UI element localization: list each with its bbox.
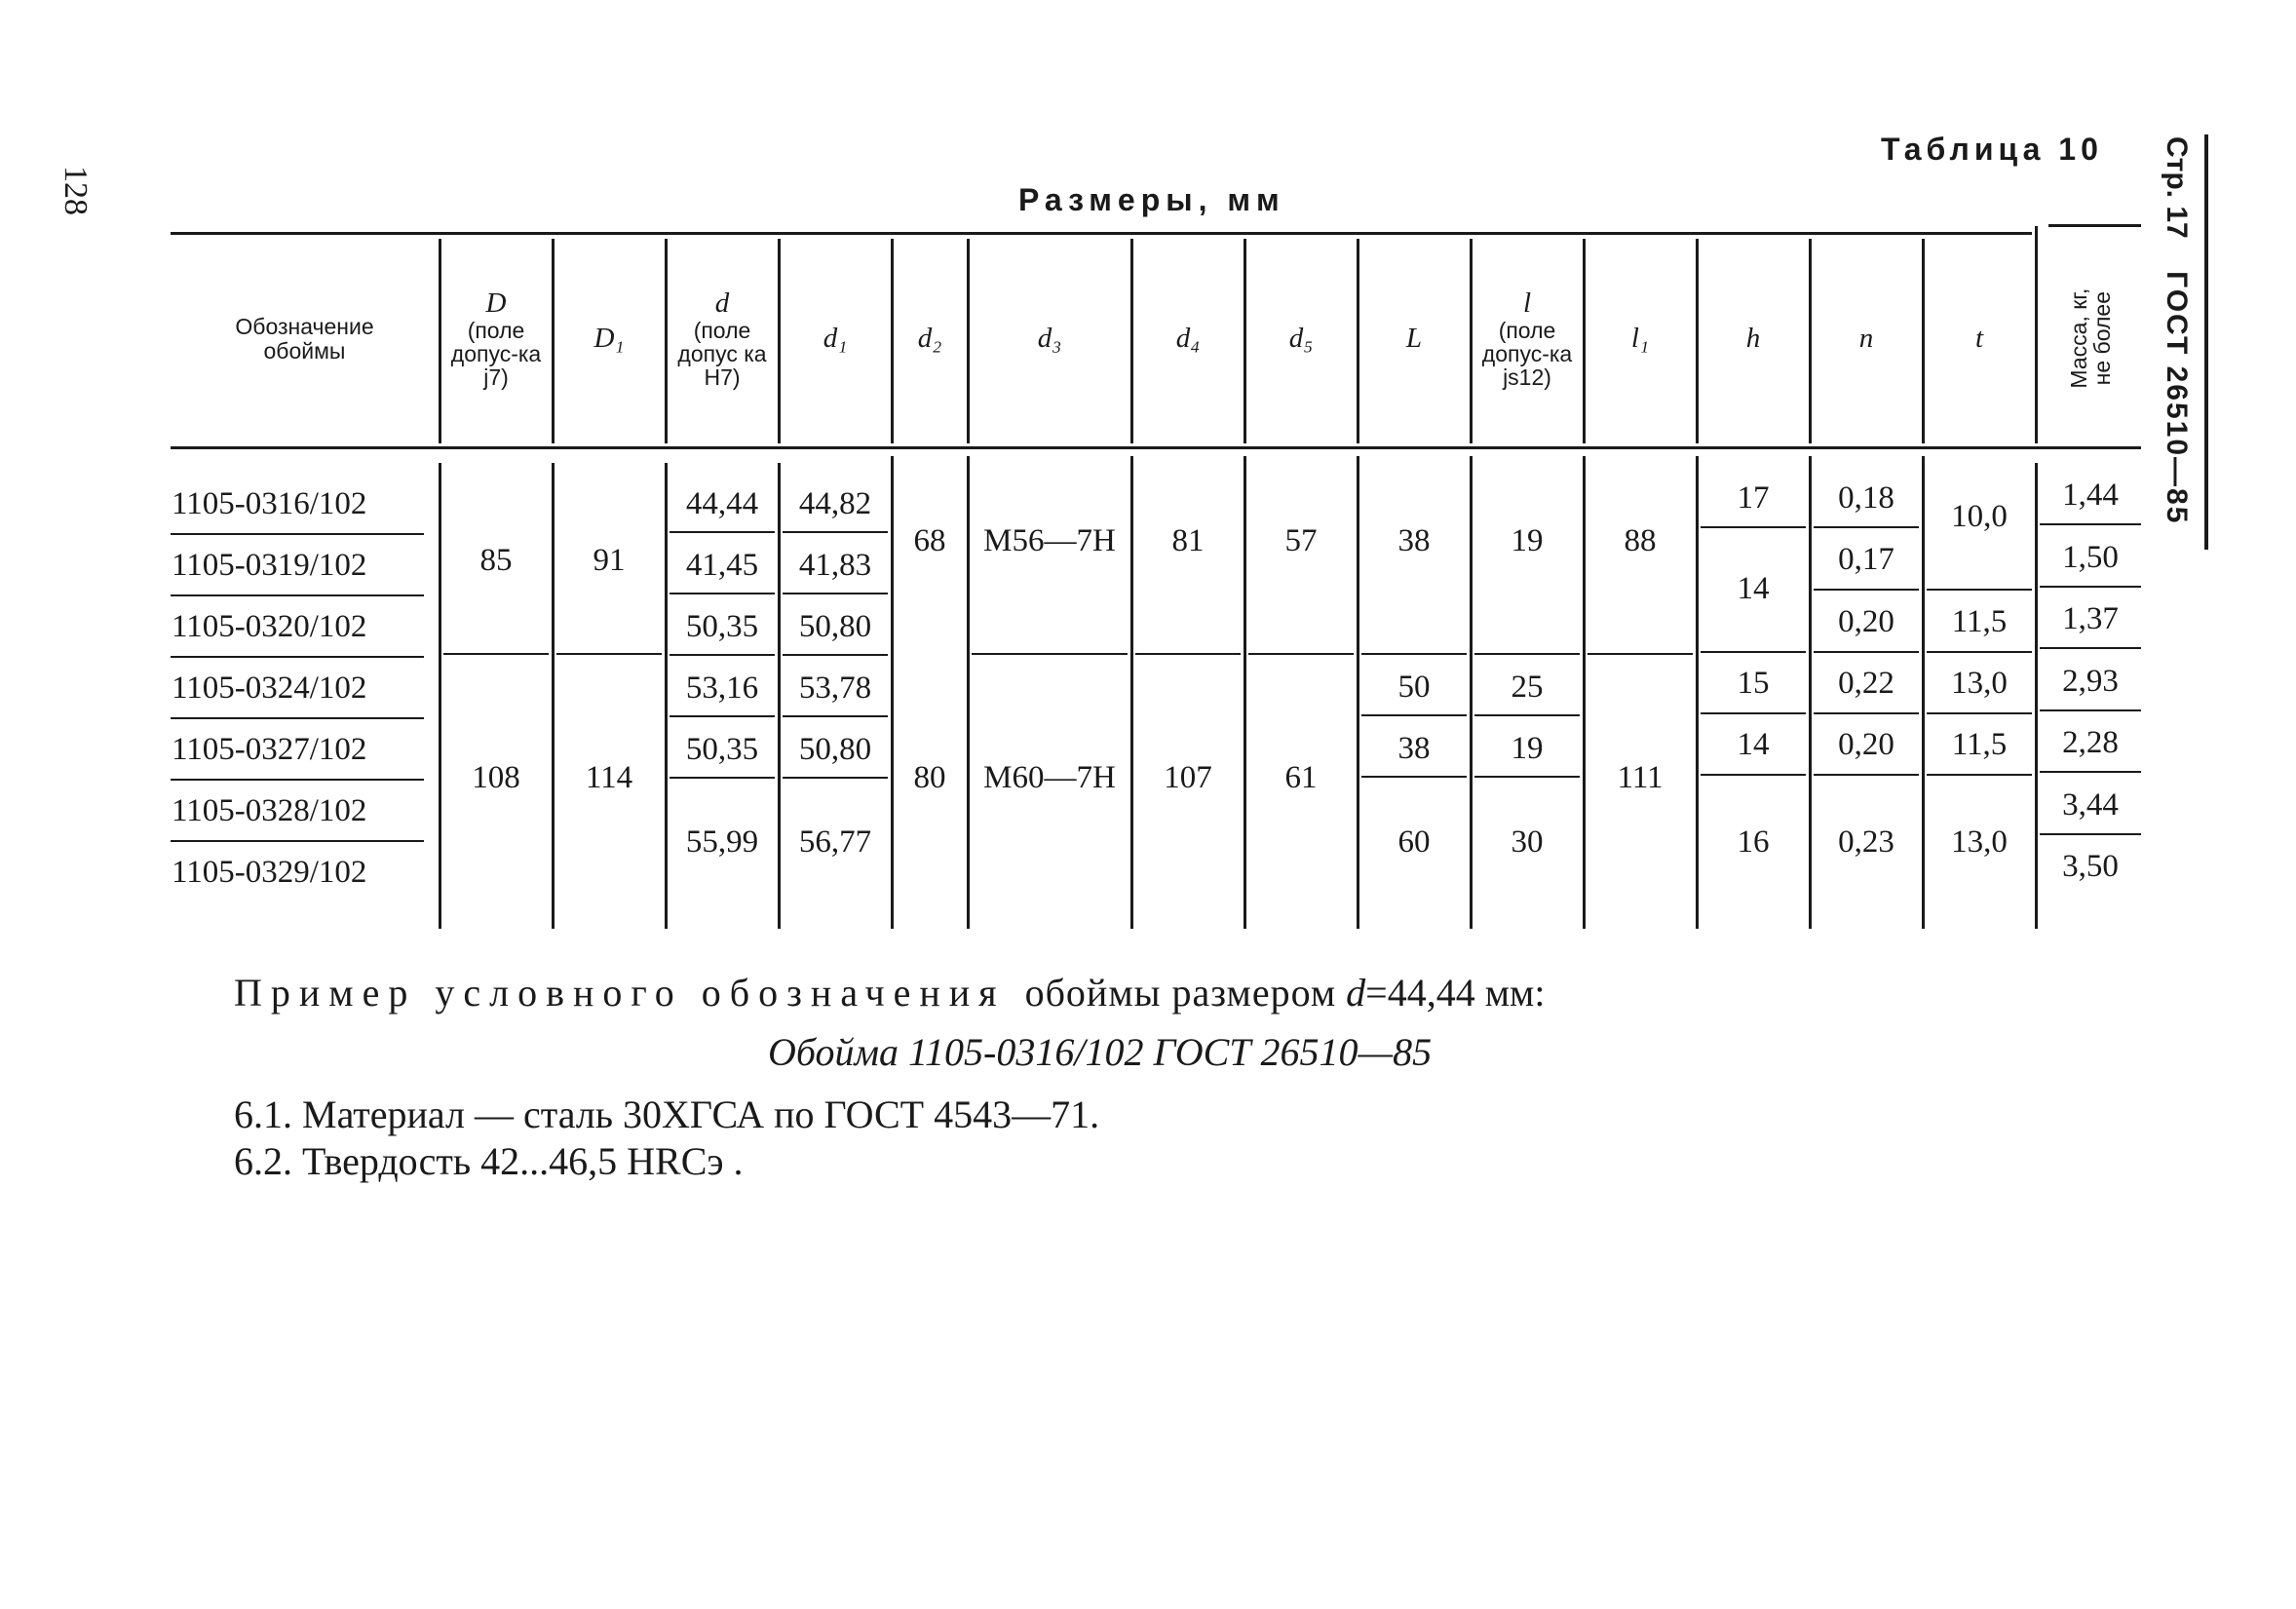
- d5-cell: 61: [1284, 759, 1318, 795]
- L-cell: 50: [1397, 669, 1431, 705]
- row-rule: [783, 715, 888, 717]
- clause-6-2: 6.2. Твердость 42...46,5 HRCэ .: [234, 1139, 744, 1183]
- h-cell: 16: [1737, 824, 1770, 860]
- row-rule: [1361, 776, 1467, 778]
- col-rule: [778, 239, 781, 443]
- row-rule: [1361, 653, 1467, 655]
- running-head: [2144, 136, 2193, 585]
- col-rule: [1696, 239, 1699, 443]
- col-rule: [967, 239, 970, 443]
- n-cell: 0,20: [1838, 604, 1894, 639]
- row-rule: [2040, 647, 2141, 649]
- row-rule: [1814, 651, 1919, 653]
- col-rule: [2035, 463, 2038, 929]
- col-rule: [891, 456, 894, 929]
- col-rule: [439, 239, 441, 443]
- row-rule: [783, 654, 888, 656]
- col-rule: [1809, 239, 1812, 443]
- example-designation: Обойма 1105-0316/102 ГОСТ 26510—85: [768, 1030, 1433, 1074]
- header-n: n: [1858, 323, 1874, 355]
- col-rule: [778, 463, 781, 929]
- row-rule: [1927, 712, 2032, 714]
- l-cell: 19: [1511, 522, 1544, 558]
- header-mass: Масса, кг, не более: [2065, 288, 2115, 389]
- d1-cell: 44,82: [798, 486, 872, 521]
- row-rule: [1701, 651, 1806, 653]
- header-D1: D₁: [593, 323, 625, 355]
- L-cell: 38: [1397, 730, 1431, 766]
- col-rule: [891, 239, 894, 443]
- d4-cell: 81: [1171, 522, 1205, 558]
- row-rule: [783, 593, 888, 594]
- col-rule: [1357, 239, 1359, 443]
- col-rule: [1922, 456, 1925, 929]
- header-h: h: [1745, 323, 1761, 355]
- designation-cell: 1105-0320/102: [172, 609, 367, 644]
- running-head-rule: [2204, 134, 2208, 550]
- header-d1: d₁: [823, 323, 848, 355]
- d1-cell: 56,77: [798, 824, 872, 860]
- row-rule: [2040, 586, 2141, 588]
- col-rule: [1583, 456, 1586, 929]
- l-cell: 25: [1511, 669, 1544, 705]
- d-cell: 50,35: [685, 732, 759, 767]
- example-line: [234, 970, 1545, 1015]
- d4-cell: 107: [1164, 759, 1212, 795]
- h-cell: 14: [1737, 727, 1770, 762]
- designation-cell: 1105-0328/102: [172, 793, 367, 828]
- header-d2: d₂: [917, 323, 942, 355]
- table-caption: Размеры, мм: [1018, 182, 1285, 217]
- d-cell: 50,35: [685, 609, 759, 644]
- D-cell: 85: [479, 542, 513, 578]
- n-cell: 0,20: [1838, 727, 1894, 762]
- running-head-standard: ГОСТ 26510—85: [2161, 271, 2193, 525]
- table-label: Таблица 10: [1881, 132, 2103, 167]
- l1-cell: 88: [1624, 522, 1657, 558]
- designation-cell: 1105-0329/102: [172, 855, 367, 890]
- header-bottom-rule: [171, 446, 2141, 449]
- example-rest: обоймы размером: [1024, 971, 1337, 1015]
- n-cell: 0,23: [1838, 824, 1894, 860]
- mass-cell: 2,28: [2062, 725, 2119, 760]
- col-rule: [439, 463, 441, 929]
- clause-6-1: 6.1. Материал — сталь 30ХГСА по ГОСТ 4543—71.: [234, 1092, 1100, 1136]
- running-head-page: Стр. 17: [2161, 136, 2193, 239]
- row-rule: [2040, 709, 2141, 711]
- designation-cell: 1105-0316/102: [172, 486, 367, 521]
- L-cell: 38: [1397, 522, 1431, 558]
- t-cell: 11,5: [1951, 727, 2008, 762]
- header-l1: l₁: [1630, 323, 1650, 355]
- d-cell: 53,16: [685, 670, 759, 706]
- row-rule: [972, 653, 1128, 655]
- col-rule: [1470, 239, 1473, 443]
- d-cell: 41,45: [685, 548, 759, 583]
- row-rule: [1814, 589, 1919, 591]
- row-rule: [1474, 653, 1580, 655]
- row-rule: [556, 653, 662, 655]
- col-rule: [1130, 456, 1133, 929]
- mass-cell: 1,50: [2062, 540, 2119, 575]
- d1-cell: 53,78: [798, 670, 872, 706]
- designation-cell: 1105-0324/102: [172, 670, 367, 706]
- n-cell: 0,18: [1838, 480, 1894, 516]
- col-rule: [1357, 456, 1359, 929]
- row-rule: [171, 656, 424, 658]
- h-cell: 15: [1737, 666, 1770, 701]
- d1-cell: 50,80: [798, 609, 872, 644]
- mass-cell: 3,50: [2062, 849, 2119, 884]
- col-rule: [1244, 456, 1246, 929]
- row-rule: [2040, 833, 2141, 835]
- d3-cell: М60—7Н: [983, 759, 1116, 795]
- page-number: 128: [57, 166, 94, 215]
- row-rule: [171, 717, 424, 719]
- d5-cell: 57: [1284, 522, 1318, 558]
- d-cell: 55,99: [685, 824, 759, 860]
- d2-cell: 80: [913, 759, 946, 795]
- d2-cell: 68: [913, 522, 946, 558]
- col-rule: [665, 463, 668, 929]
- mass-cell: 3,44: [2062, 787, 2119, 823]
- d1-cell: 41,83: [798, 548, 872, 583]
- row-rule: [1248, 653, 1354, 655]
- t-cell: 11,5: [1951, 604, 2008, 639]
- header-L: L: [1405, 323, 1423, 355]
- row-rule: [670, 531, 775, 533]
- row-rule: [1474, 776, 1580, 778]
- D1-cell: 91: [593, 542, 626, 578]
- header-t: t: [1974, 323, 1984, 355]
- row-rule: [1701, 774, 1806, 776]
- row-rule: [670, 593, 775, 594]
- row-rule: [1474, 714, 1580, 716]
- row-rule: [171, 533, 424, 535]
- row-rule: [2040, 523, 2141, 525]
- row-rule: [1927, 651, 2032, 653]
- example-intro: Пример условного обозначения: [234, 971, 1006, 1015]
- header-d3: d₃: [1037, 323, 1062, 355]
- l-cell: 30: [1511, 824, 1544, 860]
- col-rule: [1809, 456, 1812, 929]
- row-rule: [1814, 712, 1919, 714]
- L-cell: 60: [1397, 824, 1431, 860]
- d3-cell: М56—7Н: [983, 522, 1116, 558]
- designation-cell: 1105-0319/102: [172, 548, 367, 583]
- header-d4: d₄: [1175, 323, 1201, 355]
- l-cell: 19: [1511, 730, 1544, 766]
- row-rule: [1927, 774, 2032, 776]
- D-cell: 108: [472, 759, 520, 795]
- d1-cell: 50,80: [798, 732, 872, 767]
- header-l: l (поле допус-ка js12): [1481, 287, 1573, 390]
- row-rule: [670, 654, 775, 656]
- D1-cell: 114: [585, 759, 633, 795]
- row-rule: [171, 840, 424, 842]
- n-cell: 0,22: [1838, 666, 1894, 701]
- l1-cell: 111: [1617, 759, 1664, 795]
- t-cell: 10,0: [1951, 498, 2008, 534]
- col-rule: [1470, 456, 1473, 929]
- row-rule: [1814, 526, 1919, 528]
- row-rule: [1361, 714, 1467, 716]
- col-rule: [1696, 456, 1699, 929]
- designation-cell: 1105-0327/102: [172, 732, 367, 767]
- row-rule: [171, 594, 424, 596]
- row-rule: [1135, 653, 1241, 655]
- row-rule: [1701, 526, 1806, 528]
- d-cell: 44,44: [685, 486, 759, 521]
- col-rule: [665, 239, 668, 443]
- header-d: d (поле допус ка H7): [677, 287, 767, 390]
- table-top-rule-mass: [2048, 224, 2141, 227]
- row-rule: [670, 777, 775, 779]
- mass-cell: 1,44: [2062, 478, 2119, 513]
- mass-cell: 1,37: [2062, 601, 2119, 636]
- col-rule: [1583, 239, 1586, 443]
- row-rule: [1701, 712, 1806, 714]
- col-rule: [967, 456, 970, 929]
- row-rule: [1814, 774, 1919, 776]
- row-rule: [171, 779, 424, 781]
- example-symbol: d: [1346, 971, 1366, 1015]
- header-designation: Обозначение обоймы: [235, 314, 374, 364]
- row-rule: [2040, 771, 2141, 773]
- col-rule: [1922, 239, 1925, 443]
- h-cell: 14: [1737, 571, 1770, 606]
- header-D: D (поле допус-ка j7): [450, 287, 542, 390]
- row-rule: [1588, 653, 1693, 655]
- example-value: =44,44 мм:: [1365, 971, 1546, 1015]
- row-rule: [1927, 589, 2032, 591]
- col-rule: [552, 239, 555, 443]
- col-rule: [2035, 226, 2038, 443]
- row-rule: [443, 653, 549, 655]
- n-cell: 0,17: [1838, 542, 1894, 577]
- col-rule: [1244, 239, 1246, 443]
- t-cell: 13,0: [1951, 666, 2008, 701]
- row-rule: [670, 715, 775, 717]
- col-rule: [552, 463, 555, 929]
- row-rule: [783, 531, 888, 533]
- header-d5: d₅: [1288, 323, 1314, 355]
- row-rule: [783, 777, 888, 779]
- h-cell: 17: [1737, 480, 1770, 516]
- col-rule: [1130, 239, 1133, 443]
- t-cell: 13,0: [1951, 824, 2008, 860]
- mass-cell: 2,93: [2062, 664, 2119, 699]
